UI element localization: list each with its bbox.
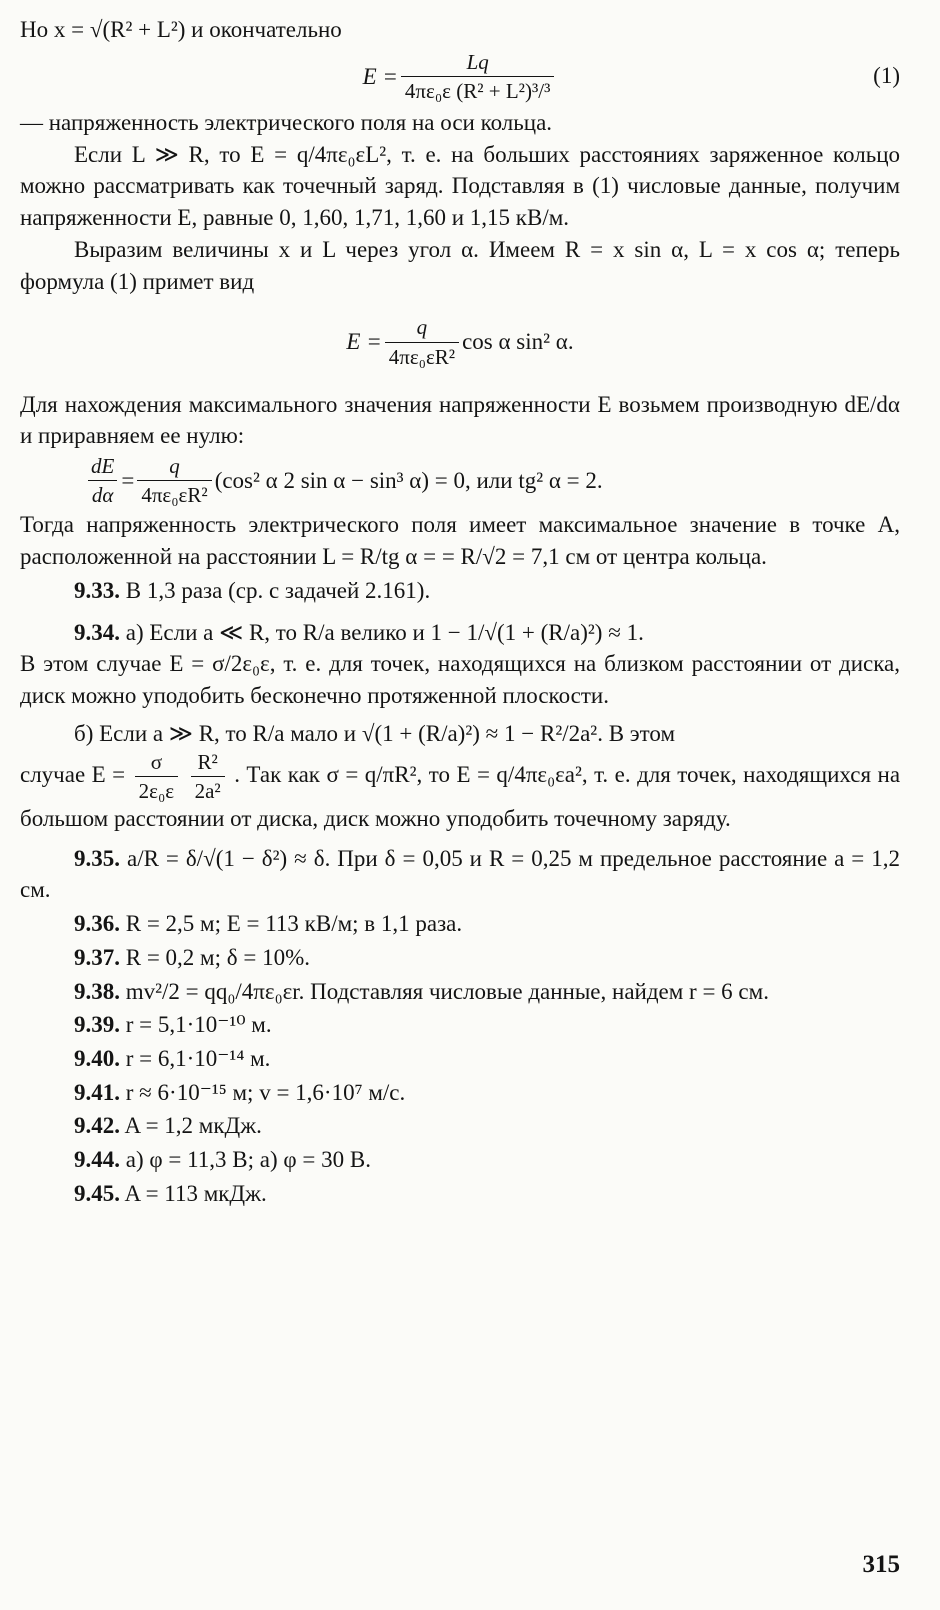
answer-number: 9.44. [74,1147,120,1173]
answer-9-37 [20,942,900,974]
answer-9-39 [20,1009,900,1041]
far-disk-pre: случае E = [20,761,126,787]
answer-number: 9.40. [74,1046,120,1072]
answer-9-45 [20,1178,900,1210]
eq3-fraction [137,454,211,507]
answer-text: r = 5,1·10⁻¹⁰ м. [125,1012,272,1038]
equation-1 [20,50,900,103]
eq1-numerator: Lq [466,49,489,74]
answer-text: A = 113 мкДж. [124,1180,267,1206]
answer-text: mv²/2 = qq₀/4πε₀εr. Подставляя числовые данные, найдем r = 6 см. [125,978,769,1004]
eq1-denominator: 4πε₀ε (R² + L²)³/³ [401,76,555,103]
paragraph-large-distance: Если L ≫ R, то E = q/4πε₀εL², т. е. на больших расстояниях заряженное кольцо можно рассматривать как точечный заряд. Подставляя в (1) числовые данные, получим напряженности E, равные 0, 1,60, 1,71, 1,60 и 1,15 кВ/м. [20,141,900,231]
answer-text: В 1,3 раза (ср. с задачей 2.161). [125,577,431,603]
paragraph-far-disk-a: б) Если a ≫ R, то R/a мало и √(1 + (R/a)²) ≈ 1 − R²/2a². В этом [74,720,676,746]
far-disk-post: . Так как σ = q/πR², то E = q/4πε₀εa², т. е. для точек, находящихся на большом расстоянии от диска, диск можно уподобить точечному заряду. [20,761,901,831]
answer-number: 9.39. [74,1012,120,1038]
eq2-rhs: cos α sin² α. [462,329,574,355]
answer-text: R = 0,2 м; δ = 10%. [125,944,310,970]
sigma-den: 2ε₀ε [135,776,178,803]
eq3-derivative-den: dα [88,480,118,507]
answer-9-36 [20,908,900,940]
eq3-derivative [87,454,118,507]
eq2-lhs: E = [346,329,382,355]
answer-text: R = 2,5 м; E = 113 кВ/м; в 1,1 раза. [125,911,463,937]
paragraph-angle: Выразим величины x и L через угол α. Имеем R = x sin α, L = x cos α; теперь формула (1) примет вид [20,236,900,294]
eq3-rhs: (cos² α 2 sin α − sin³ α) = 0, или tg² α = 2. [214,467,603,493]
answer-number: 9.36. [74,911,120,937]
equation-number: (1) [873,63,900,89]
equation-3 [20,454,900,507]
answer-9-34 [20,617,900,649]
paragraph-maximum: Для нахождения максимального значения напряженности E возьмем производную dE/dα и приравняем ее нулю: [20,391,900,449]
r-fraction [191,750,225,803]
answer-text: а) Если a ≪ R, то R/a велико и [125,619,425,645]
paragraph-field-definition: — напряженность электрического поля на оси кольца. [20,110,553,136]
answer-text: а) φ = 11,3 В; а) φ = 30 В. [125,1147,371,1173]
page-number: 315 [862,1550,900,1578]
answer-number: 9.42. [74,1113,120,1139]
paragraph-far-disk-b [20,750,900,835]
sigma-fraction [135,750,178,803]
intro-line: Но x = √(R² + L²) и окончательно [20,17,342,42]
eq1-fraction [401,50,555,103]
answer-9-33 [20,575,900,607]
paragraph-point-a: Тогда напряженность электрического поля имеет максимальное значение в точке A, расположенной на расстоянии L = R/tg α = = R/√2 = 7,1 см от центра кольца. [20,512,900,570]
answer-text: r = 6,1·10⁻¹⁴ м. [125,1046,271,1072]
answer-9-44 [20,1144,900,1176]
eq3-derivative-num: dE [91,454,115,479]
answer-number: 9.38. [74,978,120,1004]
answer-number: 9.37. [74,944,120,970]
answer-number: 9.35. [74,845,120,871]
eq2-fraction [385,315,459,368]
equation-2 [20,315,900,368]
answer-text: A = 1,2 мкДж. [124,1113,262,1139]
sigma-num: σ [150,749,163,774]
answer-9-40 [20,1043,900,1075]
r-den: 2a² [191,776,225,803]
answer-number: 9.41. [74,1079,120,1105]
answer-9-38 [20,976,900,1008]
answer-text: r ≈ 6·10⁻¹⁵ м; v = 1,6·10⁷ м/с. [125,1079,406,1105]
answer-9-35 [20,843,900,906]
answer-9-41 [20,1077,900,1109]
r-num: R² [197,749,218,774]
paragraph-near-disk: В этом случае E = σ/2ε₀ε, т. е. для точек, находящихся на близком расстоянии от диска, диск можно уподобить бесконечно протяженной плоскости. [20,651,900,709]
eq1-lhs: E = [362,63,398,89]
eq2-denominator: 4πε₀εR² [385,342,459,369]
eq2-numerator: q [416,315,428,340]
eq3-denominator: 4πε₀εR² [137,480,211,507]
answer-number: 9.33. [74,577,120,603]
eq3-equals: = [121,467,135,493]
answer-number: 9.45. [74,1180,120,1206]
answer-formula: 1 − 1/√(1 + (R/a)²) ≈ 1. [430,619,644,645]
answer-9-42 [20,1110,900,1142]
answer-text: a/R = δ/√(1 − δ²) ≈ δ. При δ = 0,05 и R = 0,25 м предельное расстояние a = 1,2 см. [20,845,901,903]
answer-number: 9.34. [74,619,120,645]
eq3-numerator: q [169,454,180,479]
